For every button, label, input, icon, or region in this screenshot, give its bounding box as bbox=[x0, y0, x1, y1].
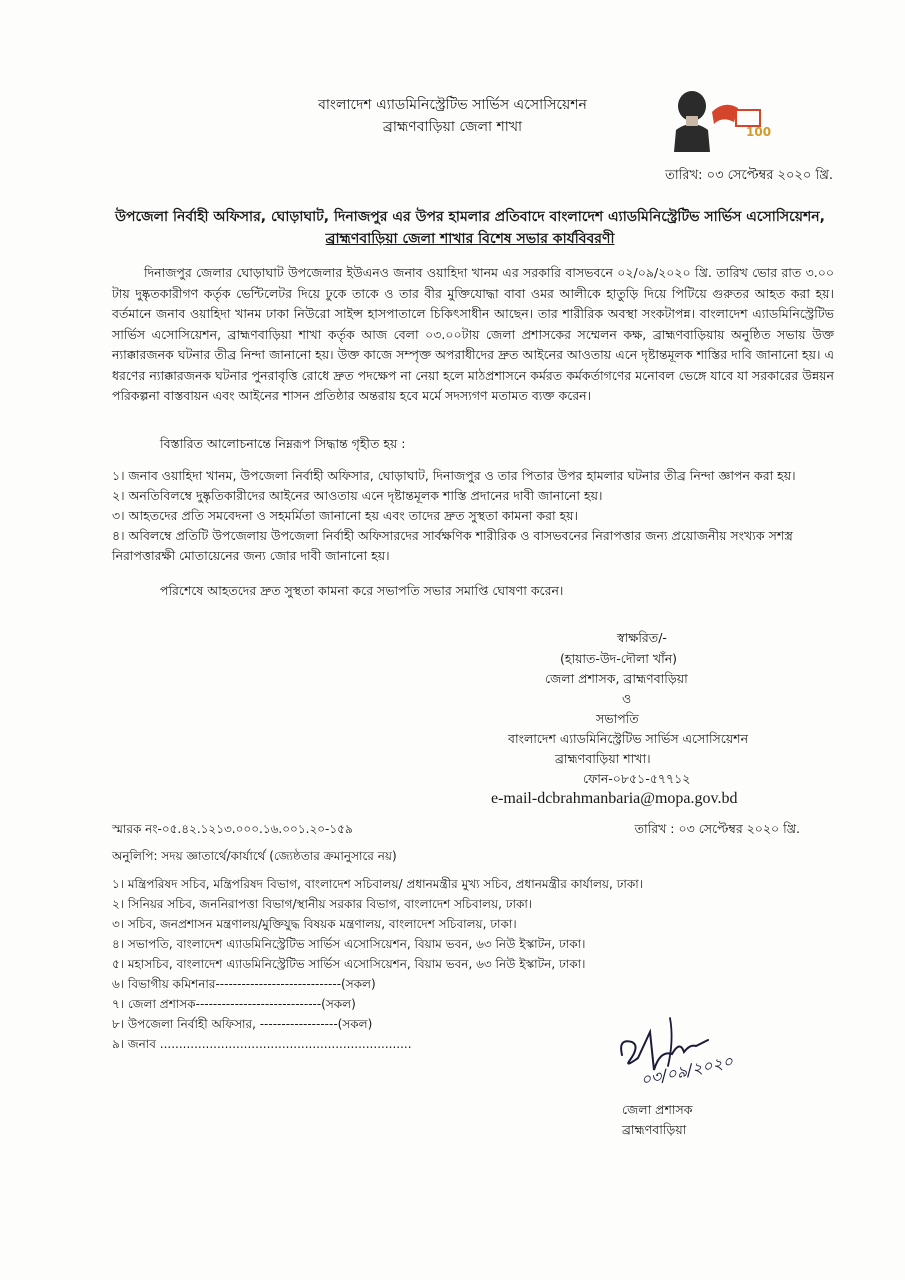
distribution-item: ১। মন্ত্রিপরিষদ সচিব, মন্ত্রিপরিষদ বিভাগ, বাংলাদেশ সচিবালয়/ প্রধানমন্ত্রীর মুখ্য সচিব, প্রধানমন্ত্রীর কার্যালয়, ঢাকা। bbox=[112, 877, 644, 891]
final-designation: জেলা প্রশাসক bbox=[622, 1102, 693, 1117]
signatory-and: ও bbox=[622, 691, 632, 706]
signatory-phone: ফোন-০৮৫১-৫৭৭১২ bbox=[583, 771, 691, 786]
distribution-item: ৭। জেলা প্রশাসক-----------------------------(সকল) bbox=[112, 997, 356, 1011]
signatory-role: সভাপতি bbox=[596, 711, 639, 726]
document-title bbox=[105, 206, 835, 250]
signed-label: স্বাক্ষরিত/- bbox=[617, 630, 667, 645]
signatory-name: (হায়াত-উদ-দৌলা খাঁন) bbox=[560, 651, 678, 666]
header-branch: ব্রাহ্মণবাড়িয়া জেলা শাখা bbox=[382, 119, 523, 135]
decisions-intro: বিস্তারিত আলোচনান্তে নিম্নরূপ সিদ্ধান্ত গৃহীত হয় : bbox=[160, 436, 406, 451]
handwritten-date: ০৩/০৯/২০২০ bbox=[638, 1051, 735, 1090]
distribution-item: ২। সিনিয়র সচিব, জননিরাপত্তা বিভাগ/স্থানীয় সরকার বিভাগ, বাংলাদেশ সচিবালয়, ঢাকা। bbox=[112, 897, 533, 911]
date-top: তারিখ: ০৩ সেপ্টেম্বর ২০২০ খ্রি. bbox=[665, 168, 833, 183]
signatory-email: e-mail-dcbrahmanbaria@mopa.gov.bd bbox=[491, 790, 738, 807]
decision-item: ৩। আহতদের প্রতি সমবেদনা ও সহমর্মিতা জানানো হয় এবং তাদের দ্রুত সুস্থতা কামনা করা হয়। bbox=[112, 508, 579, 523]
decision-item: ১। জনাব ওয়াহিদা খানম, উপজেলা নির্বাহী অফিসার, ঘোড়াঘাট, দিনাজপুর ও তার পিতার উপর হামলার ঘটনার তীব্র নিন্দা জ্ঞাপন করা হয়। bbox=[112, 468, 796, 483]
signatory-association: বাংলাদেশ এ্যাডমিনিস্ট্রেটিভ সার্ভিস এসোসিয়েশন bbox=[508, 731, 749, 746]
final-place: ব্রাহ্মণবাড়িয়া bbox=[622, 1122, 687, 1137]
distribution-item: ৪। সভাপতি, বাংলাদেশ এ্যাডমিনিস্ট্রেটিভ সার্ভিস এসোসিয়েশন, বিয়াম ভবন, ৬৩ নিউ ইস্কাটন, ঢাকা। bbox=[112, 937, 586, 951]
body-paragraph: দিনাজপুর জেলার ঘোড়াঘাট উপজেলার ইউএনও জনাব ওয়াহিদা খানম এর সরকারি বাসভবনে ০২/০৯/২০২০ খ্রি. তারিখ ভোর রাত ৩.০০ টায় দুষ্কৃতকারীগণ কর্তৃক ভেন্টিলেটর দিয়ে ঢুকে তাকে ও তার বীর মুক্তিযোদ্ধা বাবা ওমর আলীকে হাতুড়ি দিয়ে পিটিয়ে গুরুতর আহত করা হয়। বর্তমানে জনাব ওয়াহিদা খানম ঢাকা নিউরো সাইন্স হাসপাতালে চিকিৎসাধীন আছেন। তার শারীরিক অবস্থা সংকটাপন্ন। বাংলাদেশ এ্যাডমিনিস্ট্রেটিভ সার্ভিস এসোসিয়েশন, ব্রাহ্মণবাড়িয়া শাখা কর্তৃক আজ বেলা ০৩.০০টায় জেলা প্রশাসকের সম্মেলন কক্ষ, ব্রাহ্মণবাড়িয়ায় অনুষ্ঠিত সভায় উক্ত ন্যাক্কারজনক ঘটনার তীব্র নিন্দা জানানো হয়। উক্ত কাজে সম্পৃক্ত অপরাধীদের দ্রুত আইনের আওতায় এনে দৃষ্টান্তমূলক শাস্তির দাবি জানানো হয়। এ ধরণের ন্যাক্কারজনক ঘটনার পুনরাবৃত্তি রোধে দ্রুত পদক্ষেপ না নেয়া হলে মাঠপ্রশাসনে কর্মরত কর্মকর্তাগণের মনোবল ভেঙ্গে যাবে যা সরকারের উন্নয়ন পরিকল্পনা বাস্তবায়ন এবং আইনের শাসন প্রতিষ্ঠার অন্তরায় হবে মর্মে সদস্যগণ মতামত ব্যক্ত করেন। bbox=[112, 265, 834, 403]
decision-item: ২। অনতিবিলম্বে দুষ্কৃতিকারীদের আইনের আওতায় এনে দৃষ্টান্তমূলক শাস্তি প্রদানের দাবী জানানো হয়। bbox=[112, 488, 603, 503]
distribution-item: ৬। বিভাগীয় কমিশনার-----------------------------(সকল) bbox=[112, 977, 376, 991]
distribution-item: ৯। জনাব .................................................................. bbox=[112, 1037, 412, 1051]
signatory-designation: জেলা প্রশাসক, ব্রাহ্মণবাড়িয়া bbox=[545, 671, 688, 686]
distribution-item: ৮। উপজেলা নির্বাহী অফিসার, ------------------(সকল) bbox=[112, 1017, 373, 1031]
header-association: বাংলাদেশ এ্যাডমিনিস্ট্রেটিভ সার্ভিস এসোসিয়েশন bbox=[318, 97, 587, 113]
memo-number: স্মারক নং-০৫.৪২.১২১৩.০০০.১৬.০০১.২০-১৫৯ bbox=[112, 822, 353, 836]
distribution-item: ৩। সচিব, জনপ্রশাসন মন্ত্রণালয়/মুক্তিযুদ্ধ বিষয়ক মন্ত্রণালয়, বাংলাদেশ সচিবালয়, ঢাকা। bbox=[112, 917, 517, 931]
date-bottom: তারিখ : ০৩ সেপ্টেম্বর ২০২০ খ্রি. bbox=[634, 821, 800, 836]
svg-text:100: 100 bbox=[746, 125, 772, 139]
title-line-1: উপজেলা নির্বাহী অফিসার, ঘোড়াঘাট, দিনাজপুর এর উপর হামলার প্রতিবাদে বাংলাদেশ এ্যাডমিনিস্ট্রেটিভ সার্ভিস এসোসিয়েশন, bbox=[115, 209, 825, 225]
closing-line: পরিশেষে আহতদের দ্রুত সুস্থতা কামনা করে সভাপতি সভার সমাপ্তি ঘোষণা করেন। bbox=[160, 583, 564, 598]
signatory-branch: ব্রাহ্মণবাড়িয়া শাখা। bbox=[555, 751, 651, 766]
title-line-2: ব্রাহ্মণবাড়িয়া জেলা শাখার বিশেষ সভার কার্যবিবরণী bbox=[325, 231, 615, 247]
copy-heading: অনুলিপি: সদয় জ্ঞাতার্থে/কার্যার্থে (জ্যেষ্ঠতার ক্রমানুসারে নয়) bbox=[112, 849, 397, 863]
mujib-borsho-logo bbox=[664, 82, 772, 152]
distribution-item: ৫। মহাসচিব, বাংলাদেশ এ্যাডমিনিস্ট্রেটিভ সার্ভিস এসোসিয়েশন, বিয়াম ভবন, ৬৩ নিউ ইস্কাটন, ঢাকা। bbox=[112, 957, 586, 971]
decision-item: ৪। অবিলম্বে প্রতিটি উপজেলায় উপজেলা নির্বাহী অফিসারদের সার্বক্ষণিক শারীরিক ও বাসভবনের নিরাপত্তার জন্য প্রয়োজনীয় সংখ্যক সশস্ত্র নিরাপত্তারক্ষী মোতায়েনের জন্য জোর দাবী জানানো হয়। bbox=[112, 528, 793, 563]
